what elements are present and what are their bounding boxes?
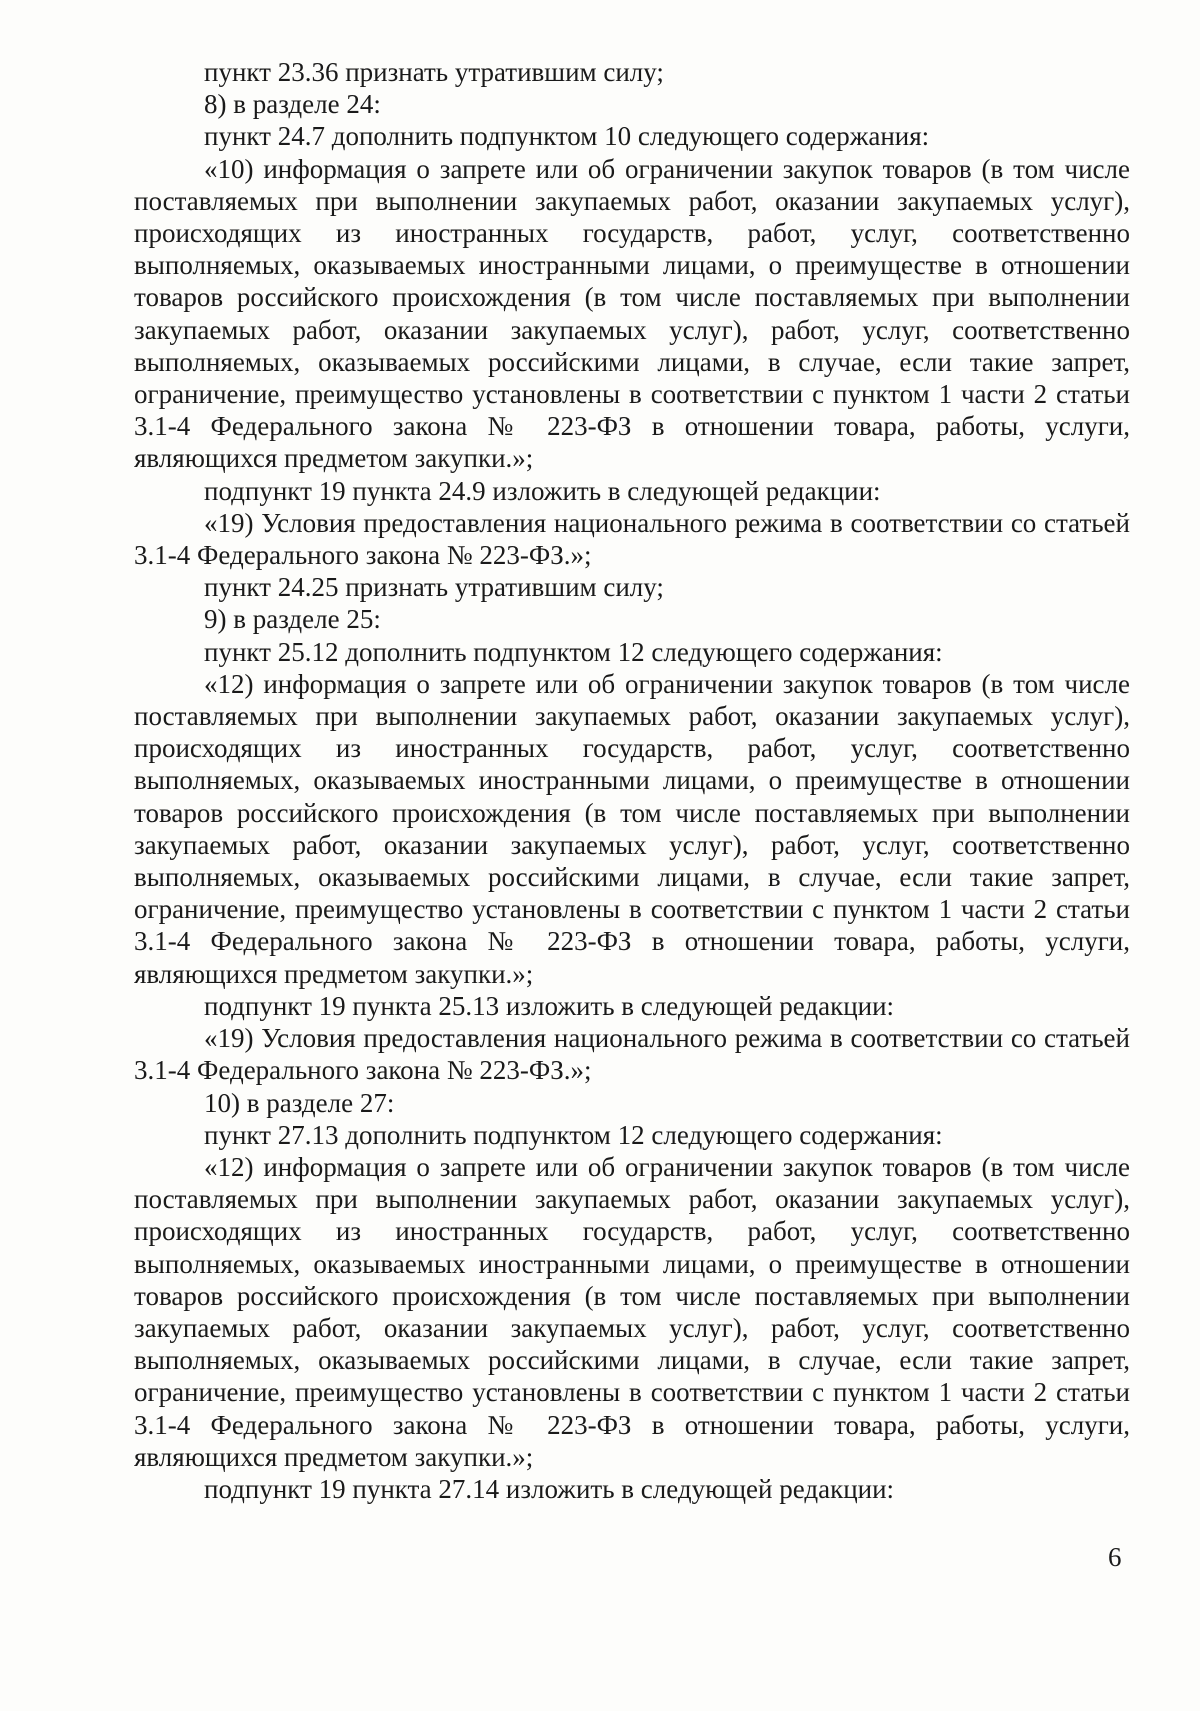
paragraph: пункт 24.25 признать утратившим силу;: [204, 572, 664, 603]
paragraph: пункт 23.36 признать утратившим силу;: [204, 57, 664, 87]
page-number: 6: [1108, 1542, 1122, 1572]
paragraph: «12) информация о запрете или об ограничении закупок товаров (в том числе поставляемых при выполнении закупаемых работ, оказании закупаемых услуг), происходящих из иностранных государств, работ, услуг, соответственно выполняемых, оказываемых иностранными лицами, о преимуществе в отношении товаров российского происхождения (в том числе поставляемых при выполнении закупаемых работ, оказании закупаемых услуг), работ, услуг, соответственно выполняемых, оказываемых российскими лицами, в случае, если такие запрет, ограничение, преимущество установлены в соответствии с пунктом 1 части 2 статьи 3.1-4 Федерального закона № 223-ФЗ в отношении товара, работы, услуги, являющихся предметом закупки.»;: [134, 668, 1130, 989]
paragraph: «19) Условия предоставления национального режима в соответствии со статьей 3.1-4 Федерального закона № 223-ФЗ.»;: [134, 507, 1130, 571]
paragraph: 10) в разделе 27:: [204, 1087, 395, 1118]
paragraph: подпункт 19 пункта 25.13 изложить в следующей редакции:: [204, 990, 895, 1021]
paragraph: пункт 27.13 дополнить подпунктом 12 следующего содержания:: [204, 1119, 943, 1150]
paragraph: 9) в разделе 25:: [204, 604, 381, 635]
paragraph: «19) Условия предоставления национального режима в соответствии со статьей 3.1-4 Федерального закона № 223-ФЗ.»;: [134, 1023, 1130, 1086]
paragraph: пункт 24.7 дополнить подпунктом 10 следующего содержания:: [204, 121, 930, 152]
paragraph: «10) информация о запрете или об ограничении закупок товаров (в том числе поставляемых при выполнении закупаемых работ, оказании закупаемых услуг), происходящих из иностранных государств, работ, услуг, соответственно выполняемых, оказываемых иностранными лицами, о преимуществе в отношении товаров российского происхождения (в том числе поставляемых при выполнении закупаемых работ, оказании закупаемых услуг), работ, услуг, соответственно выполняемых, оказываемых российскими лицами, в случае, если такие запрет, ограничение, преимущество установлены в соответствии с пунктом 1 части 2 статьи 3.1-4 Федерального закона № 223-ФЗ в отношении товара, работы, услуги, являющихся предметом закупки.»;: [134, 153, 1130, 474]
paragraph: пункт 25.12 дополнить подпунктом 12 следующего содержания:: [204, 636, 943, 667]
paragraph: 8) в разделе 24:: [204, 89, 381, 120]
paragraph: «12) информация о запрете или об ограничении закупок товаров (в том числе поставляемых при выполнении закупаемых работ, оказании закупаемых услуг), происходящих из иностранных государств, работ, услуг, соответственно выполняемых, оказываемых иностранными лицами, о преимуществе в отношении товаров российского происхождения (в том числе поставляемых при выполнении закупаемых работ, оказании закупаемых услуг), работ, услуг, соответственно выполняемых, оказываемых российскими лицами, в случае, если такие запрет, ограничение, преимущество установлены в соответствии с пунктом 1 части 2 статьи 3.1-4 Федерального закона № 223-ФЗ в отношении товара, работы, услуги, являющихся предметом закупки.»;: [134, 1151, 1130, 1472]
document-body: [134, 56, 1130, 1505]
paragraph: подпункт 19 пункта 24.9 изложить в следующей редакции:: [204, 475, 881, 506]
paragraph: подпункт 19 пункта 27.14 изложить в следующей редакции:: [204, 1473, 895, 1504]
